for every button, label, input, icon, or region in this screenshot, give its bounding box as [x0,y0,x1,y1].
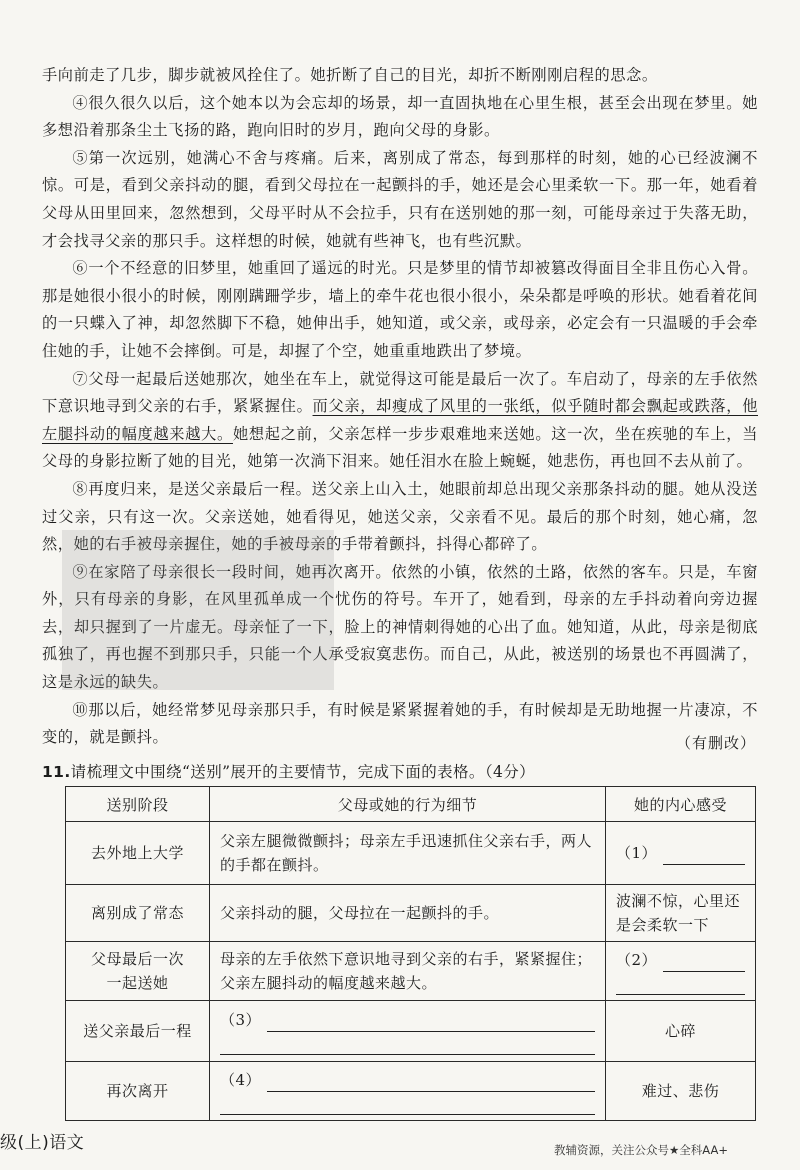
header-feeling: 她的内心感受 [606,787,756,822]
blank-label-3: （3） [220,1010,262,1029]
table-row [66,1062,756,1121]
stage-cell: 离别成了常态 [66,885,210,942]
answer-blank-4[interactable] [210,1062,606,1121]
stage-line-1: 父母最后一次 [90,950,184,968]
passage-paragraph-6: ⑥一个不经意的旧梦里，她重回了遥远的时光。只是梦里的情节却被篡改得面目全非且伤心入骨。那是她很小很小的时候，刚刚蹒跚学步，墙上的牵牛花也很小很小，朵朵都是呼唤的形状。她看着花间的一只蝶入了神，却忽然脚下不稳，她伸出手，她知道，或父亲，或母亲，必定会有一只温暖的手会牵住她的手，让她不会摔倒。可是，却握了个空，她重重地跌出了梦境。 [42,259,758,360]
source-note: （有删改） [675,734,756,752]
header-detail: 父母或她的行为细节 [210,787,606,822]
detail-cell: 父亲左腿微微颤抖；母亲左手迅速抓住父亲右手，两人的手都在颤抖。 [210,822,606,885]
passage-paragraph-4: ④很久很久以后，这个她本以为会忘却的场景，却一直固执地在心里生根，甚至会出现在梦里。她多想沿着那条尘土飞扬的路，跑向旧时的岁月，跑向父母的身影。 [42,93,758,140]
answer-blank-3[interactable] [210,1001,606,1062]
question-text: 请梳理文中围绕“送别”展开的主要情节，完成下面的表格。（4分） [70,763,536,781]
blank-line [663,864,745,865]
header-stage: 送别阶段 [66,787,210,822]
blank-line [220,1032,595,1055]
table-row [66,885,756,942]
answer-blank-1[interactable] [606,822,756,885]
detail-cell: 母亲的左手依然下意识地寻到父亲的右手，紧紧握住；父亲左腿抖动的幅度越来越大。 [210,942,606,1001]
blank-line [267,1091,595,1092]
stage-cell [66,942,210,1001]
question-11 [42,760,535,782]
feeling-cell: 难过、悲伤 [606,1062,756,1121]
paragraph-7-part-b: 她想起之前，父亲怎样一步步艰难地来送她。这一次，坐在疾驰的车上，当父母的身影拉断了她的目光，她第一次淌下泪来。她任泪水在脸上蜿蜒，她悲伤，再也回不去从前了。 [42,424,758,471]
blank-line [616,972,745,995]
blank-line [220,1092,595,1115]
feeling-cell: 心碎 [606,1001,756,1062]
stage-cell: 再次离开 [66,1062,210,1121]
passage-paragraph-5: ⑤第一次远别，她满心不舍与疼痛。后来，离别成了常态，每到那样的时刻，她的心已经波澜不惊。可是，看到父亲抖动的腿，看到父母拉在一起颤抖的手，她还是会心里柔软一下。那一年，她看着父母从田里回来，忽然想到，父母平时从不会拉手，只有在送别她的那一刻，可能母亲过于失落无助，才会找寻父亲的那只手。这样想的时候，她就有些神飞，也有些沉默。 [42,148,758,250]
table-row [66,942,756,1001]
table-header-row [66,787,756,822]
stage-cell: 去外地上大学 [66,822,210,885]
blank-label-4: （4） [220,1070,262,1089]
passage-paragraph-0: 手向前走了几步，脚步就被风拴住了。她折断了自己的目光，却折不断刚刚启程的思念。 [42,66,658,84]
table-row [66,1001,756,1062]
passage-paragraph-7 [42,366,758,476]
passage-paragraph-10: ⑩那以后，她经常梦见母亲那只手，有时候是紧紧握着她的手，有时候却是无助地握一片凄凉，不变的，就是颤抖。 [42,700,758,747]
footer-watermark-text: 教辅资源，关注公众号★全科AA+ [554,1143,728,1157]
paragraph-7-part-a: ⑦父母一起最后送她那次，她坐在车上，就觉得这可能是最后一次了。车启动了，母亲的左手依然下意识地寻到父亲的右手，紧紧握住。 [42,369,758,416]
plot-summary-table [65,786,756,1121]
question-number: 11. [42,763,71,781]
stage-cell: 送父亲最后一程 [66,1001,210,1062]
table-row [66,822,756,885]
stage-line-2: 一起送她 [106,974,169,992]
answer-blank-2[interactable] [606,942,756,1001]
feeling-cell: 波澜不惊，心里还是会柔软一下 [606,885,756,942]
passage [42,62,758,752]
blank-label-1: （1） [616,844,658,862]
passage-paragraph-9: ⑨在家陪了母亲很长一段时间，她再次离开。依然的小镇，依然的土路，依然的客车。只是，车窗外，只有母亲的身影，在风里孤单成一个忧伤的符号。车开了，她看到，母亲的左手抖动着向旁边握去，却只握到了一片虚无。母亲怔了一下，脸上的神情刺得她的心出了血。她知道，从此，母亲是彻底孤独了，再也握不到那只手，只能一个人承受寂寞悲伤。而自己，从此，被送别的场景也不再圆满了，这是永远的缺失。 [42,562,758,692]
passage-paragraph-8: ⑧再度归来，是送父亲最后一程。送父亲上山入土，她眼前却总出现父亲那条抖动的腿。她从没送过父亲，只有这一次。父亲送她，她看得见，她送父亲，父亲看不见。最后的那个时刻，她心痛，忽然，她的右手被母亲握住，她的手被母亲的手带着颤抖，抖得心都碎了。 [42,479,758,554]
blank-line [663,971,745,972]
underlined-sentence: 而父亲，却瘦成了风里的一张纸，似乎随时都会飘起或跌落，他左腿抖动的幅度越来越大。 [42,397,758,443]
blank-line [267,1031,595,1032]
blank-label-2: （2） [616,950,658,969]
footer-grade-subject: 级(上)语文 [0,1133,85,1153]
detail-cell: 父亲抖动的腿，父母拉在一起颤抖的手。 [210,885,606,942]
